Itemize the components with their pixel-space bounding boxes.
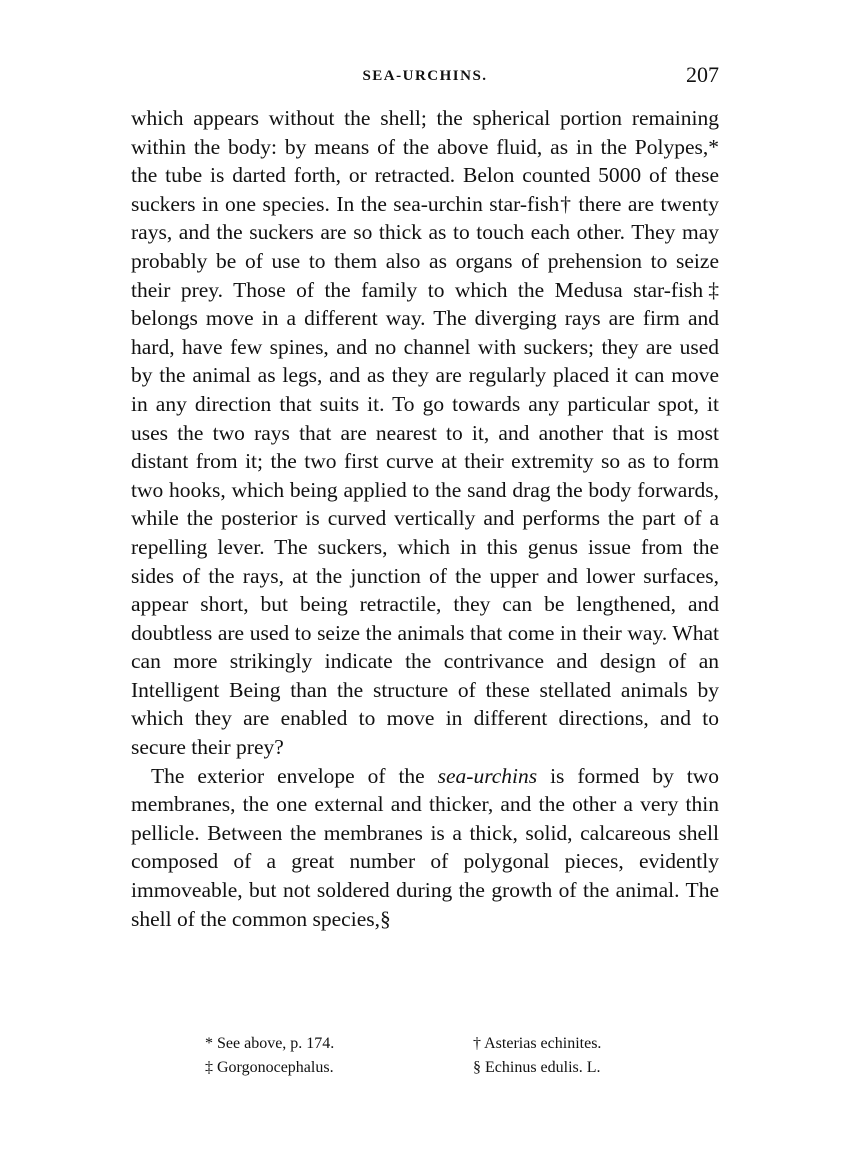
footnote: ‡ Gorgonocephalus.	[205, 1059, 334, 1076]
footnote-row	[205, 1032, 645, 1056]
italic-term: sea-urchins	[437, 763, 538, 788]
footnotes	[205, 1032, 645, 1080]
footnote: * See above, p. 174.	[205, 1035, 335, 1052]
running-title: SEA-URCHINS.	[362, 68, 488, 84]
page-number: 207	[686, 62, 719, 87]
paragraph: which appears without the shell; the spherical portion remaining within the body: by means of the above fluid, as in the Polypes,* the tube is darted forth, or retracted. Belon counted 5000 of these suckers in one species. In the sea-urchin star-fish† there are twenty rays, and the suckers are so thick as to touch each other. They may probably be of use to them also as organs of prehension to seize their prey. Those of the family to which the Medusa star-fish‡ belongs move in a different way. The diverging rays are firm and hard, have few spines, and no channel with suckers; they are used by the animal as legs, and as they are regularly placed it can move in any direction that suits it. To go towards any particular spot, it uses the two rays that are nearest to it, and another that is most distant from it; the two first curve at their extremity so as to form two hooks, which being applied to the sand drag the body forwards, while the posterior is curved vertically and performs the part of a repelling lever. The suckers, which in this genus issue from the sides of the rays, at the junction of the upper and lower surfaces, appear short, but being retractile, they can be lengthened, and doubtless are used to seize the animals that come in their way. What can more strikingly indicate the contrivance and design of an Intelligent Being than the structure of these stellated animals by which they are enabled to move in different directions, and to secure their prey?	[131, 106, 719, 760]
paragraph-text: The exterior envelope of the	[151, 763, 438, 788]
footnote: § Echinus edulis. L.	[473, 1059, 601, 1076]
footnote-row	[205, 1056, 645, 1080]
paragraph-text: is formed by two membranes, the one external and thicker, and the other a very thin pellicle. Between the membranes is a thick, solid, calcareous shell composed of a great number of polygonal pieces, evidently immoveable, but not soldered during the growth of the animal. The shell of the common species,§	[131, 763, 719, 931]
running-head	[131, 62, 719, 90]
paragraph	[131, 762, 719, 934]
body-text	[131, 104, 719, 933]
footnote: † Asterias echinites.	[473, 1035, 602, 1052]
